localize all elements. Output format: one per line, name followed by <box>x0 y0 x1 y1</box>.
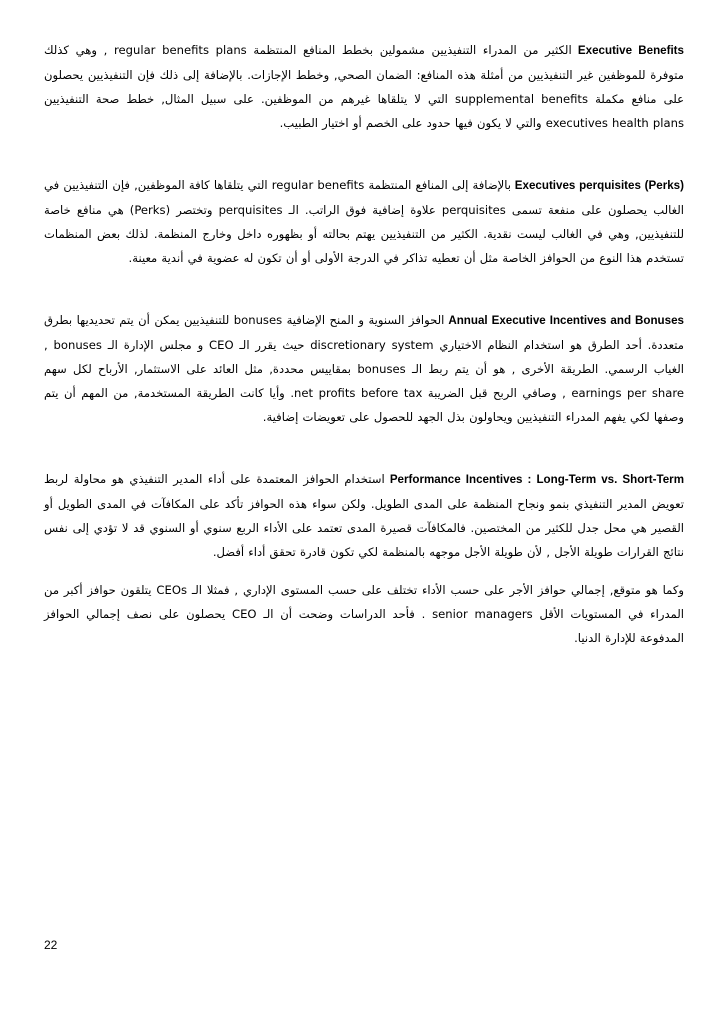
paragraph-executive-benefits <box>44 38 684 135</box>
paragraph-incentive-levels <box>44 578 684 650</box>
paragraph-text: الكثير من المدراء التنفيذيين مشمولين بخطط المنافع المنتظمة regular benefits plans , وهي كذلك متوفرة للموظفين غير التنفيذيين من أمثلة هذه المنافع: الضمان الصحي, وخطط الإجازات. بالإضافة إلى ذلك فإن التنفيذيين يحصلون على منافع مكملة supplemental benefits التي لا يتلقاها غيرهم من الموظفين. على سبيل المثال, خطط صحة التنفيذيين executives health plans والتي لا يكون فيها حدود على الخصم أو اختيار الطبيب. <box>44 43 684 130</box>
section-heading: Performance Incentives : Long-Term vs. Short-Term <box>384 473 685 486</box>
paragraph-executives-perquisites <box>44 173 684 270</box>
section-heading: (Executives perquisites (Perks <box>511 179 684 192</box>
paragraph-performance-incentives <box>44 467 684 564</box>
document-body <box>44 38 684 650</box>
page-number: 22 <box>44 938 58 952</box>
paragraph-text: استخدام الحوافز المعتمدة على أداء المدير التنفيذي هو محاولة لربط تعويض المدير التنفيذي بنمو ونجاح المنظمة على المدى الطويل. ولكن سواء هذه الحوافز تأكد على المكافآت في المدى الطويل أو القصير هي محل جدل للكثير من المختصين. فالمكافآت قصيرة المدى تعتمد على الأداء الربع سنوي أو السنوي قد لا تؤدي إلى نفس نتائج القرارات طويلة الأجل , لأن طويلة الأجل موجهه بالمنظمة لكي تكون قادرة تحقق أداء أفضل. <box>44 472 684 559</box>
paragraph-annual-incentives <box>44 308 684 429</box>
paragraph-text: بالإضافة إلى المنافع المنتظمة regular benefits التي يتلقاها كافة الموظفين, فإن التنفيذيين في الغالب يحصلون على منفعة تسمى perquisites علاوة إضافية فوق الراتب. الـ perquisites وتختصر (Perks) هي منافع خاصة للتنفيذيين, وهي في الغالب ليست نقدية. الكثير من التنفيذيين يهتم بحالته أو بظهوره داخل وخارج المنظمة. لذلك بعض المنظمات تستخدم هذا النوع من الحوافز الخاصة مثل أن تعطيه تذاكر في الدرجة الأولى أو أن تكون له عضوية في أندية معينة. <box>44 178 684 265</box>
section-heading: Annual Executive Incentives and Bonuses <box>444 314 684 327</box>
paragraph-text: الحوافز السنوية و المنح الإضافية bonuses للتنفيذيين يمكن أن يتم تحديديها بطرق متعددة. أحد الطرق هو استخدام النظام الاختياري discretionary system حيث يقرر الـ CEO و مجلس الإدارة الـ bonuses , الغياب الرسمي. الطريقة الأخرى , هو أن يتم ربط الـ bonuses بمقاييس محددة, مثل العائد على الاستثمار, الأرباح لكل سهم earnings per share , وصافي الربح قبل الضريبة net profits before tax. وأيا كانت الطريقة المستخدمة, من المهم أن يتم وصفها لكي يفهم المدراء التنفيذيين ويحاولون بذل الجهد للحصول على تعويضات إضافية. <box>44 313 684 424</box>
section-heading: Executive Benefits <box>571 44 684 57</box>
paragraph-text: وكما هو متوقع, إجمالي حوافز الأجر على حسب الأداء تختلف على حسب المستوى الإداري , فمثلا الـ CEOs يتلقون حوافز أكبر من المدراء في المستويات الأقل senior managers . فأحد الدراسات وضحت أن الـ CEO يحصلون على نصف إجمالي الحوافز المدفوعة للإدارة الدنيا. <box>44 583 684 645</box>
